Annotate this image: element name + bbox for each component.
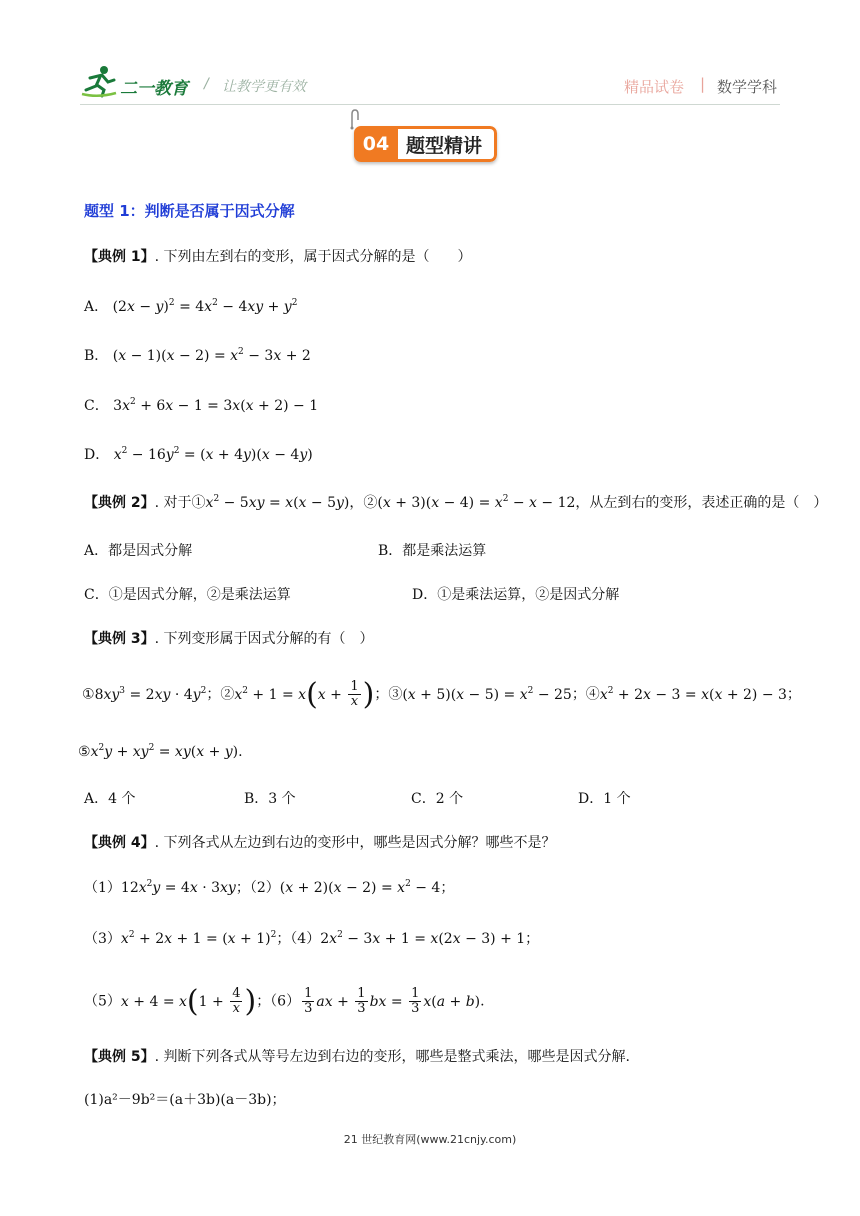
formula: $x^2 + 1 = x(x$ + $\frac{1}{x}$ ) <box>234 676 375 712</box>
example-3-option-a: A．4 个 <box>84 791 136 807</box>
option-formula: $3x^2 + 6x - 1 = 3x(x + 2) - 1$ <box>113 397 319 414</box>
option-label: D． <box>84 447 110 463</box>
example-2-option-a: A．都是因式分解 <box>84 543 193 559</box>
example-3-option-d: D．1 个 <box>578 791 631 807</box>
formula-1: $x^2 - 5xy = x(x - 5y)$ <box>205 494 350 511</box>
item-mark: ；③ <box>374 686 403 703</box>
header-separator: / <box>204 76 209 92</box>
item-mark: ；④ <box>571 686 600 703</box>
item-mark: ；② <box>206 686 235 703</box>
example-1-stem <box>84 247 472 267</box>
formula: $x^2 + 2x + 1 = (x + 1)^2$ <box>120 930 277 947</box>
item-mark: ；（4） <box>276 931 321 947</box>
header-subject: 数学学科 <box>717 78 778 96</box>
formula-2: $(x + 3)(x - 4) = x^2 - x - 12$ <box>377 494 576 511</box>
example-1-option-c <box>84 396 318 416</box>
header-slogan: 让教学更有效 <box>222 79 306 95</box>
formula: $8xy^3 = 2xy \cdot 4y^2$ <box>94 685 207 703</box>
example-2-option-d: D．①是乘法运算，②是因式分解 <box>412 587 620 603</box>
option-label: C． <box>84 398 109 414</box>
example-text: . 下列各式从左边到右边的变形中，哪些是因式分解？哪些不是？ <box>154 835 556 851</box>
example-label: 【典例 3】 <box>84 631 155 647</box>
formula: $12x^2y = 4x \cdot 3xy$ <box>120 879 236 896</box>
item-mark: （1） <box>84 880 121 896</box>
header-rule <box>80 104 780 105</box>
formula: $\frac{1}{3}$ ax + $\frac{1}{3}$ bx = $\frac{1}{3}$ x(a + b) <box>304 986 481 1016</box>
header-divider: | <box>700 75 706 93</box>
example-3-items-row1 <box>82 676 801 712</box>
option-formula: $(2x - y)^2 = 4x^2 - 4xy + y^2$ <box>112 298 298 315</box>
option-label: B． <box>84 348 109 364</box>
formula: $(x + 2)(x - 2) = x^2 - 4$ <box>279 879 441 896</box>
example-text: . 下列由左到右的变形，属于因式分解的是（ ） <box>154 249 472 265</box>
formula: $x^2y + xy^2 = xy(x + y)$ <box>90 743 239 760</box>
example-1-option-d <box>84 445 313 465</box>
example-1-option-a <box>84 297 297 317</box>
formula: x + 4 = x(1 + $\frac{4}{x}$ ) <box>120 983 257 1019</box>
option-label: A． <box>84 299 109 315</box>
example-1-option-b <box>84 346 311 366</box>
example-2-stem <box>84 493 827 513</box>
item-mark: ； <box>525 931 540 947</box>
example-2-option-b: B．都是乘法运算 <box>378 543 487 559</box>
item-mark: （3） <box>84 931 121 947</box>
example-label: 【典例 1】 <box>84 249 155 265</box>
example-3-items-row2 <box>78 742 243 762</box>
badge-number: 04 <box>354 126 398 162</box>
item-mark: . <box>238 744 243 760</box>
item-mark: ； <box>440 880 455 896</box>
example-3-stem <box>84 629 374 649</box>
section-title: 题型 1：判断是否属于因式分解 <box>84 202 295 220</box>
logo-text: 二一教育 <box>120 79 188 99</box>
item-mark: ；（6） <box>256 993 301 1010</box>
example-text: . 下列变形属于因式分解的有（ ） <box>154 631 374 647</box>
header <box>80 62 780 102</box>
item-mark: ① <box>82 686 95 703</box>
item-mark: （5） <box>84 993 121 1010</box>
example-label: 【典例 5】 <box>84 1049 155 1065</box>
option-formula: $x^2 - 16y^2 = (x + 4y)(x - 4y)$ <box>113 446 313 463</box>
item-mark: ；（2） <box>235 880 280 896</box>
example-3-option-c: C．2 个 <box>411 791 464 807</box>
example-4-row2 <box>84 929 539 949</box>
example-4-stem <box>84 833 556 853</box>
footer: 21 世纪教育网(www.21cnjy.com) <box>343 1133 517 1146</box>
item-mark: ⑤ <box>78 744 91 760</box>
example-3-option-b: B．3 个 <box>244 791 296 807</box>
example-label: 【典例 4】 <box>84 835 155 851</box>
example-5-item-1: (1)a²－9b²＝(a＋3b)(a－3b)； <box>84 1092 286 1108</box>
badge-title: 题型精讲 <box>398 126 497 162</box>
item-mark: . <box>480 993 485 1010</box>
example-text: ，从左到右的变形，表述正确的是（ ） <box>575 495 828 511</box>
example-text: ，② <box>349 495 378 511</box>
item-mark: ； <box>786 686 801 703</box>
example-2-option-c: C．①是因式分解，②是乘法运算 <box>84 587 291 603</box>
formula: $2x^2 - 3x + 1 = x(2x - 3) + 1$ <box>320 930 526 947</box>
formula: $(x + 5)(x - 5) = x^2 - 25$ <box>402 685 572 703</box>
example-label: 【典例 2】 <box>84 495 155 511</box>
header-category: 精品试卷 <box>624 78 685 96</box>
example-text: . 对于① <box>154 495 206 511</box>
example-4-row3 <box>84 983 485 1019</box>
formula: $x^2 + 2x - 3 = x(x + 2) - 3$ <box>599 685 787 703</box>
option-formula: $(x - 1)(x - 2) = x^2 - 3x + 2$ <box>112 347 311 364</box>
example-4-row1 <box>84 878 454 898</box>
section-badge <box>354 126 497 162</box>
example-5-stem <box>84 1047 630 1067</box>
example-text: . 判断下列各式从等号左边到右边的变形，哪些是整式乘法，哪些是因式分解. <box>154 1049 630 1065</box>
runner-logo-icon <box>80 64 118 102</box>
